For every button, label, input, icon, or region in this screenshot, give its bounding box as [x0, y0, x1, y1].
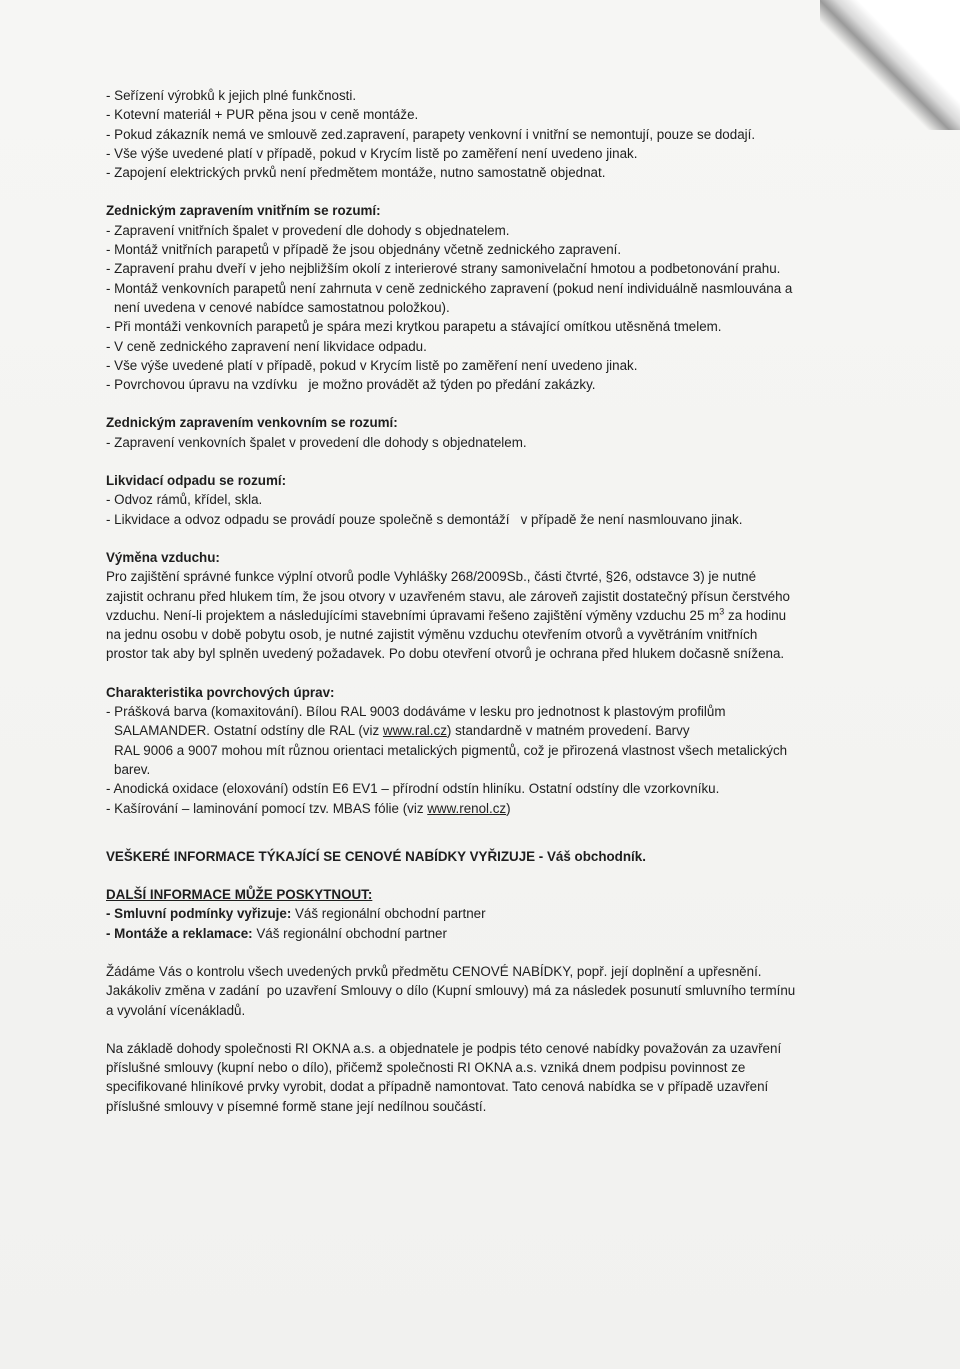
surface-text: - Kašírování – laminování pomocí tzv. MBAS fólie (viz	[106, 800, 428, 816]
more-info-label: - Montáže a reklamace:	[106, 925, 253, 941]
paragraph-agreement	[106, 1039, 896, 1116]
more-info-heading: DALŠÍ INFORMACE MŮŽE POSKYTNOUT:	[106, 887, 373, 903]
air-line-tail: za hodinu	[724, 607, 787, 623]
more-info-section	[106, 885, 896, 943]
waste-line: - Odvoz rámů, křídel, skla.	[106, 492, 263, 508]
paragraph-request	[106, 962, 896, 1020]
air-heading: Výměna vzduchu:	[106, 549, 220, 565]
paragraph-line: specifikované hliníkové prvky vyrobit, dodat a případně namontovat. Tato cenová nabídka se v případě uzavření	[106, 1079, 769, 1095]
waste-heading: Likvidací odpadu se rozumí:	[106, 473, 287, 489]
intro-line: - Seřízení výrobků k jejich plné funkčnosti.	[106, 88, 357, 103]
document-body	[106, 86, 896, 1116]
notice-line: VEŠKERÉ INFORMACE TÝKAJÍCÍ SE CENOVÉ NABÍDKY VYŘIZUJE - Váš obchodník.	[106, 848, 646, 864]
more-info-row	[106, 904, 896, 923]
inner-line: - Montáž venkovních parapetů není zahrnuta v ceně zednického zapravení (pokud není individuálně nasmlouvána a	[106, 280, 793, 296]
paragraph-line: Žádáme Vás o kontrolu všech uvedených prvků předmětu CENOVÉ NABÍDKY, popř. její doplnění a upřesnění.	[106, 963, 762, 979]
surface-section	[106, 683, 896, 818]
air-section	[106, 548, 896, 664]
air-line: Pro zajištění správné funkce výplní otvorů podle Vyhlášky 268/2009Sb., části čtvrté, §26, odstavce 3) je nutné	[106, 569, 757, 585]
paragraph-line: Na základě dohody společnosti RI OKNA a.s. a objednatele je podpis této cenové nabídky považován za uzavření	[106, 1040, 782, 1056]
intro-line: - Zapojení elektrických prvků není předmětem montáže, nutno samostatně objednat.	[106, 165, 606, 181]
air-line: zajistit ochranu před hlukem tím, že jsou otvory v uzavřeném stavu, ale zároveň zajistit dostatečný přísun čerstvého	[106, 588, 790, 604]
inner-heading: Zednickým zapravením vnitřním se rozumí:	[106, 203, 381, 219]
surface-line	[106, 721, 896, 740]
surface-text: )	[506, 800, 511, 816]
outer-heading: Zednickým zapravením venkovním se rozumí:	[106, 415, 398, 431]
inner-line: - V ceně zednického zapravení není likvidace odpadu.	[106, 338, 427, 354]
inner-line: - Vše výše uvedené platí v případě, pokud v Krycím listě po zaměření není uvedeno jinak.	[106, 357, 638, 373]
more-info-value: Váš regionální obchodní partner	[252, 925, 447, 941]
surface-heading: Charakteristika povrchových úprav:	[106, 684, 335, 700]
ral-link[interactable]: www.ral.cz	[382, 723, 447, 739]
inner-line: - Povrchovou úpravu na vzdívku je možno provádět až týden po předání zakázky.	[106, 377, 596, 393]
paragraph-line: příslušné smlouvy (kupní nebo o dílo), přičemž společnosti RI OKNA a.s. vzniká dnem podpisu povinnost ze	[106, 1060, 746, 1076]
surface-text: ) standardně v matném provedení. Barvy	[446, 723, 690, 739]
surface-line: RAL 9006 a 9007 mohou mít různou orientaci metalických pigmentů, což je přirozená vlastnost všech metalických	[114, 742, 788, 758]
paragraph-line: a vyvolání vícenákladů.	[106, 1002, 246, 1018]
air-line: prostor tak aby byl splněn uvedený požadavek. Po dobu otevření otvorů je ochrana před hlukem dočasně snížena.	[106, 646, 785, 662]
surface-text: SALAMANDER. Ostatní odstíny dle RAL (viz	[114, 723, 383, 739]
surface-line	[106, 799, 896, 818]
inner-line: - Při montáži venkovních parapetů je spára mezi krytkou parapetu a stávající omítkou utěsněná tmelem.	[106, 319, 722, 335]
more-info-label: - Smluvní podmínky vyřizuje:	[106, 906, 292, 922]
surface-line: - Anodická oxidace (eloxování) odstín E6 EV1 – přírodní odstín hliníku. Ostatní odstíny dle vzorkovníku.	[106, 781, 720, 797]
renol-link[interactable]: www.renol.cz	[427, 800, 507, 816]
intro-line: - Vše výše uvedené platí v případě, pokud v Krycím listě po zaměření není uvedeno jinak.	[106, 145, 638, 161]
outer-section	[106, 413, 896, 452]
outer-line: - Zapravení venkovních špalet v provedení dle dohody s objednatelem.	[106, 434, 527, 450]
more-info-row	[106, 924, 896, 943]
inner-line: není uvedena v cenové nabídce samostatnou položkou).	[114, 299, 450, 315]
paragraph-line: Jakákoliv změna v zadání po uzavření Smlouvy o dílo (Kupní smlouvy) má za následek posunutí smluvního termínu	[106, 983, 796, 999]
air-line-text: vzduchu. Není-li projektem a následujícími stavebními úpravami řešeno zajištění výměny vzduchu 25 m	[106, 607, 720, 623]
waste-line: - Likvidace a odvoz odpadu se provádí pouze společně s demontáží v případě že není nasmlouvano jinak.	[106, 511, 743, 527]
paragraph-line: příslušné smlouvy v písemné formě stane její nedílnou součástí.	[106, 1098, 487, 1114]
air-line	[106, 606, 896, 625]
air-line: na jednu osobu v době pobytu osob, je nutné zajistit výměnu vzduchu otevřením otvorů a vyvětráním vnitřních	[106, 627, 758, 643]
surface-line: - Prášková barva (komaxitování). Bílou RAL 9003 dodáváme v lesku pro jednotnost k plastovým profilům	[106, 704, 726, 720]
superscript-3: 3	[719, 606, 725, 617]
more-info-value: Váš regionální obchodní partner	[291, 906, 486, 922]
intro-line: - Kotevní materiál + PUR pěna jsou v ceně montáže.	[106, 107, 419, 123]
inner-line: - Zapravení prahu dveří v jeho nejbližším okolí z interierové strany samonivelační hmotou a podbetonování prahu.	[106, 261, 781, 277]
waste-section	[106, 471, 896, 529]
inner-line: - Montáž vnitřních parapetů v případě že jsou objednány včetně zednického zapravení.	[106, 242, 622, 258]
surface-line: barev.	[114, 761, 151, 777]
inner-line: - Zapravení vnitřních špalet v provedení dle dohody s objednatelem.	[106, 222, 510, 238]
inner-section	[106, 201, 896, 394]
intro-list	[106, 86, 896, 182]
intro-line: - Pokud zákazník nemá ve smlouvě zed.zapravení, parapety venkovní i vnitřní se nemontují, pouze se dodají.	[106, 126, 756, 142]
